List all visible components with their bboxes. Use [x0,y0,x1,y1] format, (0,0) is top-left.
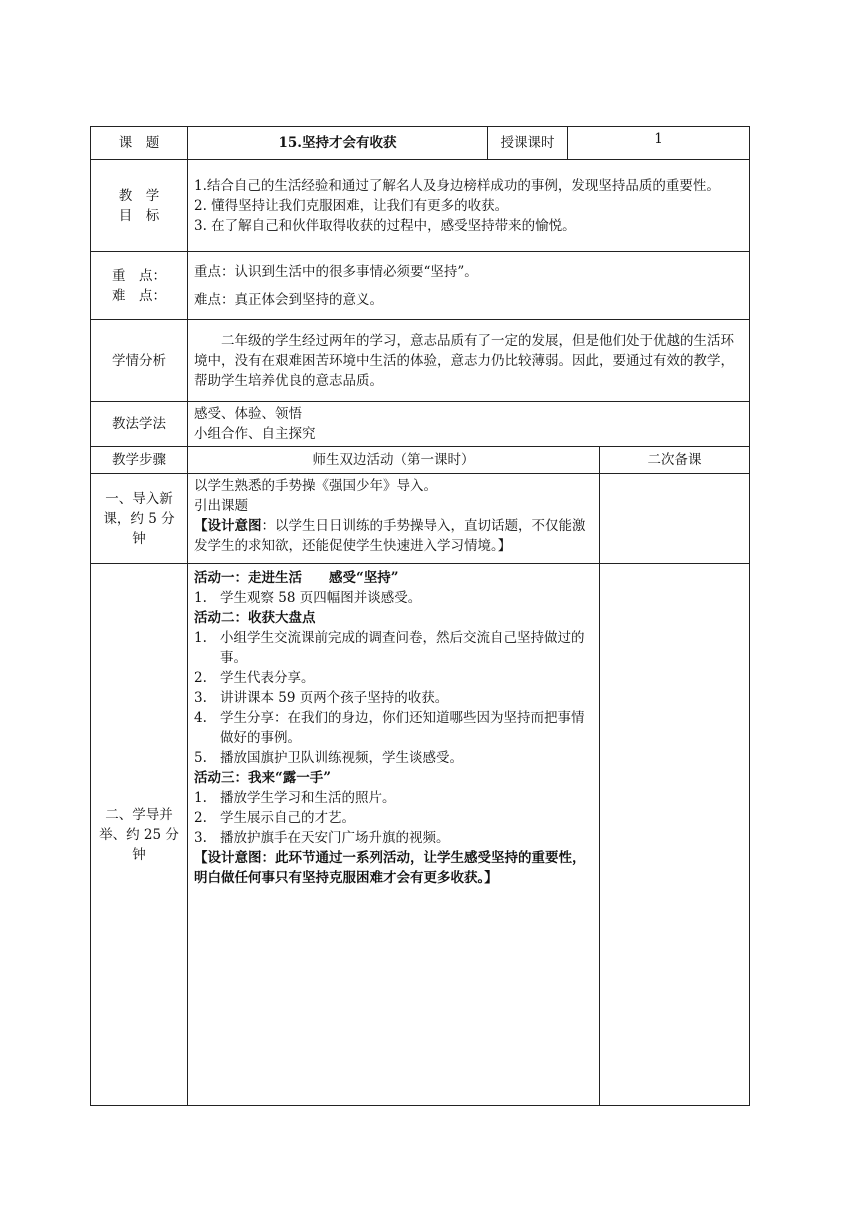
goals-label-line-2: 目 标 [118,207,160,224]
list-item [194,748,593,768]
step-1-second-prep [600,474,750,564]
list-item-text: 学生代表分享。 [220,670,315,686]
list-item-text: 讲讲课本 59 页两个孩子坚持的收获。 [220,690,449,706]
list-item [194,708,593,748]
step-1-design-intent [194,516,593,556]
list-item-number: 1. [194,630,207,646]
lesson-plan-table [90,126,750,1106]
goal-item: 1.结合自己的生活经验和通过了解名人及身边榜样成功的事例，发现坚持品质的重要性。 [194,177,720,194]
step-2-label-line: 二、学导并 [105,806,173,823]
analysis-text: 二年级的学生经过两年的学习，意志品质有了一定的发展，但是他们处于优越的生活环境中，没有在艰难困苦环境中生活的体验，意志力仍比较薄弱。因此，要通过有效的教学，帮助学生培养优良的意志品质。 [188,320,750,402]
difficult-point-text: 难点：真正体会到坚持的意义。 [194,291,383,308]
key-point-text: 重点：认识到生活中的很多事情必须要“坚持”。 [194,263,478,280]
activity-1-title: 活动一：走进生活 感受“坚持” [194,570,399,586]
step-1-label-line: 钟 [132,530,146,547]
goals-label [91,160,188,252]
goals-content [188,160,750,252]
activity-3-title: 活动三：我来“露一手” [194,770,332,786]
list-item-number: 3. [194,830,207,846]
key-label: 重 点： [112,267,166,284]
list-item-number: 1. [194,790,207,806]
list-item-text: 学生观察 58 页四幅图并谈感受。 [220,590,422,606]
step-1-activity [188,474,600,564]
step-2-activity [188,564,600,1106]
list-item-number: 3. [194,690,207,706]
goals-label-line-1: 教 学 [118,187,160,204]
list-item [194,688,593,708]
methods-content [188,402,750,447]
key-points-label [91,252,188,320]
step-2-second-prep [600,564,750,1106]
second-prep-column-header: 二次备课 [600,447,750,474]
topic-title: 15.坚持才会有收获 [188,127,488,160]
methods-row [91,402,750,447]
list-item [194,628,593,668]
methods-label: 教法学法 [91,402,188,447]
step-2-design-intent: 【设计意图：此环节通过一系列活动，让学生感受坚持的重要性，明白做任何事只有坚持克服困难才会有更多收获。】 [194,850,586,886]
steps-column-header: 教学步骤 [91,447,188,474]
list-item [194,788,593,808]
difficult-label: 难 点： [112,287,166,304]
methods-line: 感受、体验、领悟 [194,406,302,422]
hours-value: 1 [568,127,750,160]
activity-column-header: 师生双边活动（第一课时） [188,447,600,474]
step-1-label-line: 课，约 5 分 [103,510,175,527]
goal-item: 3. 在了解自己和伙伴取得收获的过程中，感受坚持带来的愉悦。 [194,217,576,234]
list-item-number: 2. [194,670,207,686]
topic-row [91,127,750,160]
list-item-text: 播放学生学习和生活的照片。 [220,790,396,806]
methods-line: 小组合作、自主探究 [194,426,316,442]
analysis-label: 学情分析 [91,320,188,402]
topic-label: 课 题 [91,127,188,160]
column-header-row [91,447,750,474]
list-item-number: 4. [194,710,207,726]
step-2-label-line: 钟 [132,846,146,863]
step-1-row [91,474,750,564]
list-item-number: 1. [194,590,207,606]
list-item-text: 学生分享：在我们的身边，你们还知道哪些因为坚持而把事情做好的事例。 [220,710,585,746]
list-item [194,668,593,688]
list-item-text: 小组学生交流课前完成的调查问卷，然后交流自己坚持做过的事。 [220,630,585,666]
activity-2-title: 活动二：收获大盘点 [194,610,316,626]
list-item-number: 5. [194,750,207,766]
goals-row [91,160,750,252]
list-item [194,588,593,608]
step-1-label-line: 一、导入新 [105,490,173,507]
design-intent-label: 【设计意图 [194,518,262,534]
key-points-row [91,252,750,320]
hours-label: 授课课时 [488,127,568,160]
step-1-line: 引出课题 [194,498,248,514]
step-2-row [91,564,750,1106]
step-1-line: 以学生熟悉的手势操《强国少年》导入。 [194,478,437,494]
goal-item: 2. 懂得坚持让我们克服困难，让我们有更多的收获。 [194,197,509,214]
step-2-label-line: 举、约 25 分 [99,826,179,843]
analysis-row [91,320,750,402]
key-points-content [188,252,750,320]
list-item-text: 播放国旗护卫队训练视频，学生谈感受。 [220,750,463,766]
list-item-text: 学生展示自己的才艺。 [220,810,355,826]
list-item-number: 2. [194,810,207,826]
step-2-label [91,564,188,1106]
list-item [194,808,593,828]
list-item-text: 播放护旗手在天安门广场升旗的视频。 [220,830,450,846]
step-1-label [91,474,188,564]
list-item [194,828,593,848]
design-intent-text: ：以学生日日训练的手势操导入，直切话题，不仅能激发学生的求知欲，还能促使学生快速进入学习情境。】 [194,518,586,554]
